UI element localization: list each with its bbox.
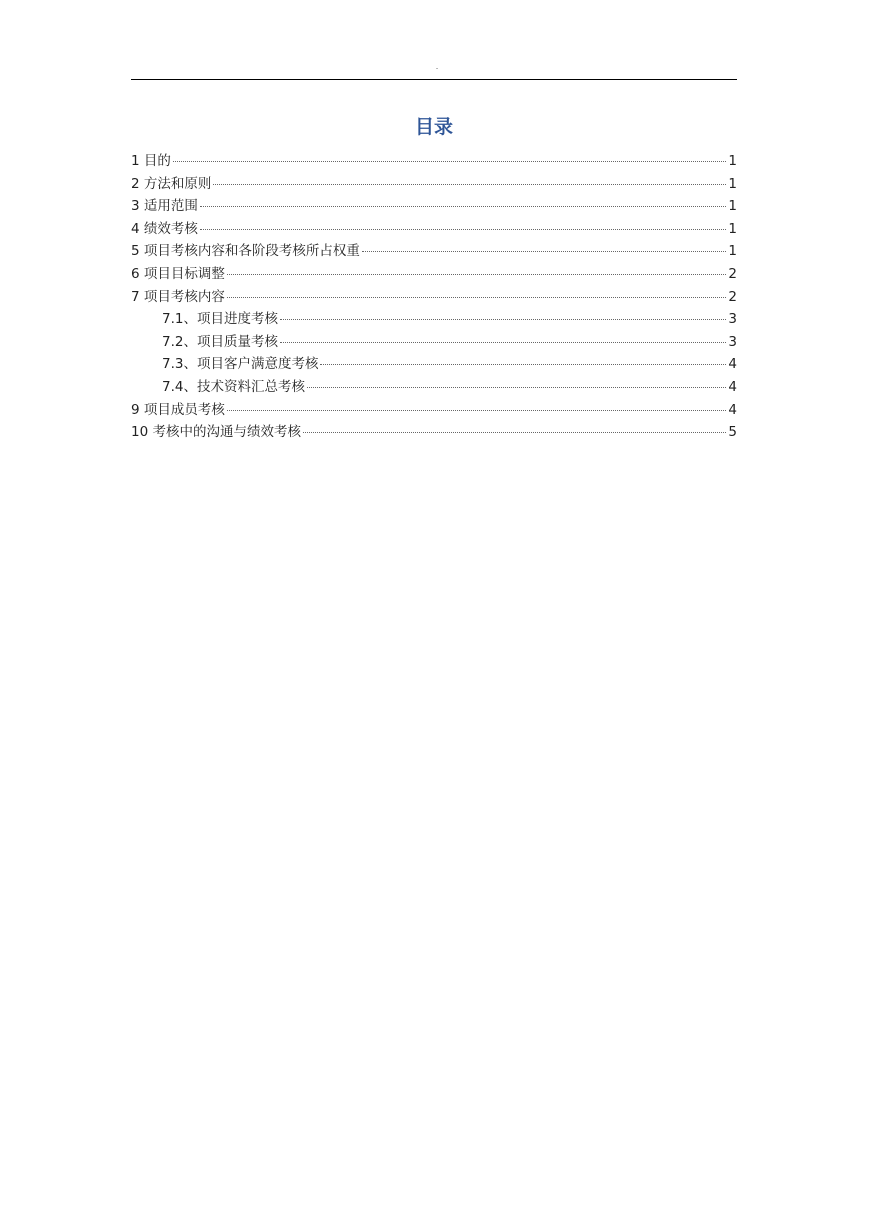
toc-subentry[interactable] <box>131 331 737 354</box>
toc-entry[interactable] <box>131 240 737 263</box>
toc-list <box>131 150 737 444</box>
toc-entry[interactable] <box>131 150 737 173</box>
toc-entry-page: 2 <box>728 288 737 305</box>
toc-entry-label: 7.1、项目进度考核 <box>162 311 278 328</box>
toc-entry-label: 6 项目目标调整 <box>131 265 225 282</box>
toc-entry-label: 10 考核中的沟通与绩效考核 <box>131 424 301 441</box>
toc-dot-leader <box>320 364 726 365</box>
toc-entry-label: 7 项目考核内容 <box>131 288 225 305</box>
toc-entry[interactable] <box>131 195 737 218</box>
header-rule <box>131 79 737 80</box>
toc-entry-label: 2 方法和原则 <box>131 175 212 192</box>
toc-entry-page: 1 <box>728 198 737 215</box>
toc-dot-leader <box>200 229 727 230</box>
toc-dot-leader <box>362 251 727 252</box>
toc-entry-page: 4 <box>728 356 737 373</box>
toc-entry-label: 5 项目考核内容和各阶段考核所占权重 <box>131 243 360 260</box>
toc-dot-leader <box>213 184 726 185</box>
toc-dot-leader <box>173 161 727 162</box>
toc-subentry[interactable] <box>131 353 737 376</box>
toc-dot-leader <box>303 432 726 433</box>
toc-dot-leader <box>280 319 726 320</box>
toc-dot-leader <box>227 274 727 275</box>
toc-entry-label: 1 目的 <box>131 153 171 169</box>
toc-subentry[interactable] <box>131 376 737 399</box>
toc-entry[interactable] <box>131 421 737 444</box>
toc-entry-label: 9 项目成员考核 <box>131 401 225 418</box>
toc-entry-label: 7.4、技术资料汇总考核 <box>162 378 305 395</box>
toc-entry-page: 5 <box>728 424 737 441</box>
toc-entry[interactable] <box>131 218 737 241</box>
toc-entry-label: 3 适用范围 <box>131 198 198 215</box>
toc-subentry[interactable] <box>131 308 737 331</box>
toc-dot-leader <box>200 206 727 207</box>
toc-entry-page: 2 <box>728 265 737 282</box>
toc-dot-leader <box>280 342 726 343</box>
toc-entry[interactable] <box>131 173 737 196</box>
toc-entry[interactable] <box>131 399 737 422</box>
toc-entry-label: 7.2、项目质量考核 <box>162 333 278 350</box>
toc-entry-label: 4 绩效考核 <box>131 220 198 237</box>
toc-entry-page: 1 <box>728 243 737 260</box>
toc-entry-page: 4 <box>728 378 737 395</box>
toc-dot-leader <box>307 387 726 388</box>
toc-entry-page: 1 <box>728 153 737 169</box>
toc-entry-page: 3 <box>728 333 737 350</box>
toc-entry-label: 7.3、项目客户满意度考核 <box>162 356 319 373</box>
header-mark: . <box>435 62 439 71</box>
toc-entry-page: 1 <box>728 175 737 192</box>
toc-title: 目录 <box>414 116 453 138</box>
toc-entry-page: 4 <box>728 401 737 418</box>
toc-dot-leader <box>227 297 727 298</box>
toc-entry-page: 1 <box>728 220 737 237</box>
toc-entry[interactable] <box>131 286 737 309</box>
toc-entry-page: 3 <box>728 311 737 328</box>
toc-dot-leader <box>227 410 727 411</box>
toc-entry[interactable] <box>131 263 737 286</box>
